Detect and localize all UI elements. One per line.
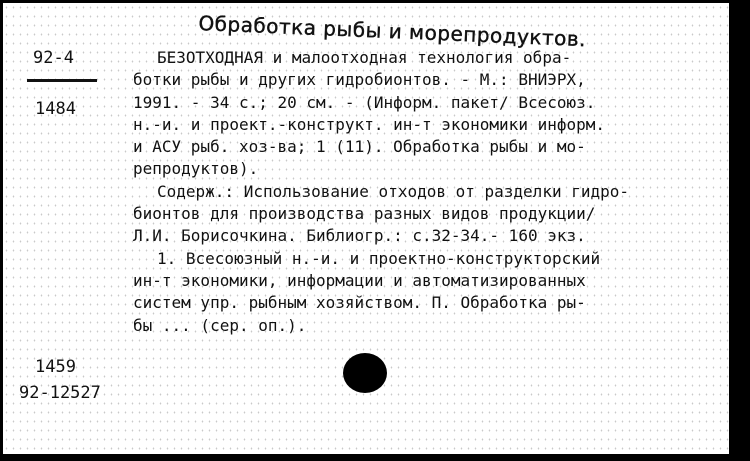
inventory-number: 92-12527 [19, 383, 101, 403]
call-number-bottom: 1484 [35, 99, 76, 119]
entry-line: ботки рыбы и других гидробионтов. - М.: ВНИЭРХ, [133, 70, 586, 90]
scan-border [729, 0, 750, 461]
bibliographic-entry [133, 47, 723, 337]
call-number-top: 92-4 [33, 48, 74, 68]
tracing-line: 1. Всесоюзный н.-и. и проектно-конструкторский [157, 248, 601, 268]
entry-line: репродуктов). [133, 159, 259, 179]
tracing-line: ин-т экономики, информации и автоматизированных [133, 270, 586, 290]
catalog-card [3, 3, 729, 454]
call-number-divider [27, 79, 97, 82]
punch-hole [343, 353, 387, 393]
location-code: 1459 [35, 357, 76, 377]
tracing-line: систем упр. рыбным хозяйством. П. Обработка ры- [133, 293, 586, 313]
entry-line: 1991. - 34 с.; 20 см. - (Информ. пакет/ Всесоюз. [133, 92, 596, 112]
entry-line: БЕЗОТХОДНАЯ и малоотходная технология обра- [157, 48, 572, 67]
entry-line: и АСУ рыб. хоз-ва; 1 (11). Обработка рыбы и мо- [133, 137, 586, 157]
contents-line: Содерж.: Использование отходов от разделки гидро- [157, 181, 630, 201]
tracing-line: бы ... (сер. оп.). [133, 315, 307, 335]
contents-line: Л.И. Борисочкина. Библиогр.: с.32-34.- 160 экз. [133, 226, 586, 246]
handwritten-subject-heading: Обработка рыбы и морепродуктов. [197, 11, 587, 52]
contents-line: бионтов для производства разных видов продукции/ [133, 204, 596, 224]
entry-line: н.-и. и проект.-конструкт. ин-т экономики информ. [133, 114, 606, 134]
